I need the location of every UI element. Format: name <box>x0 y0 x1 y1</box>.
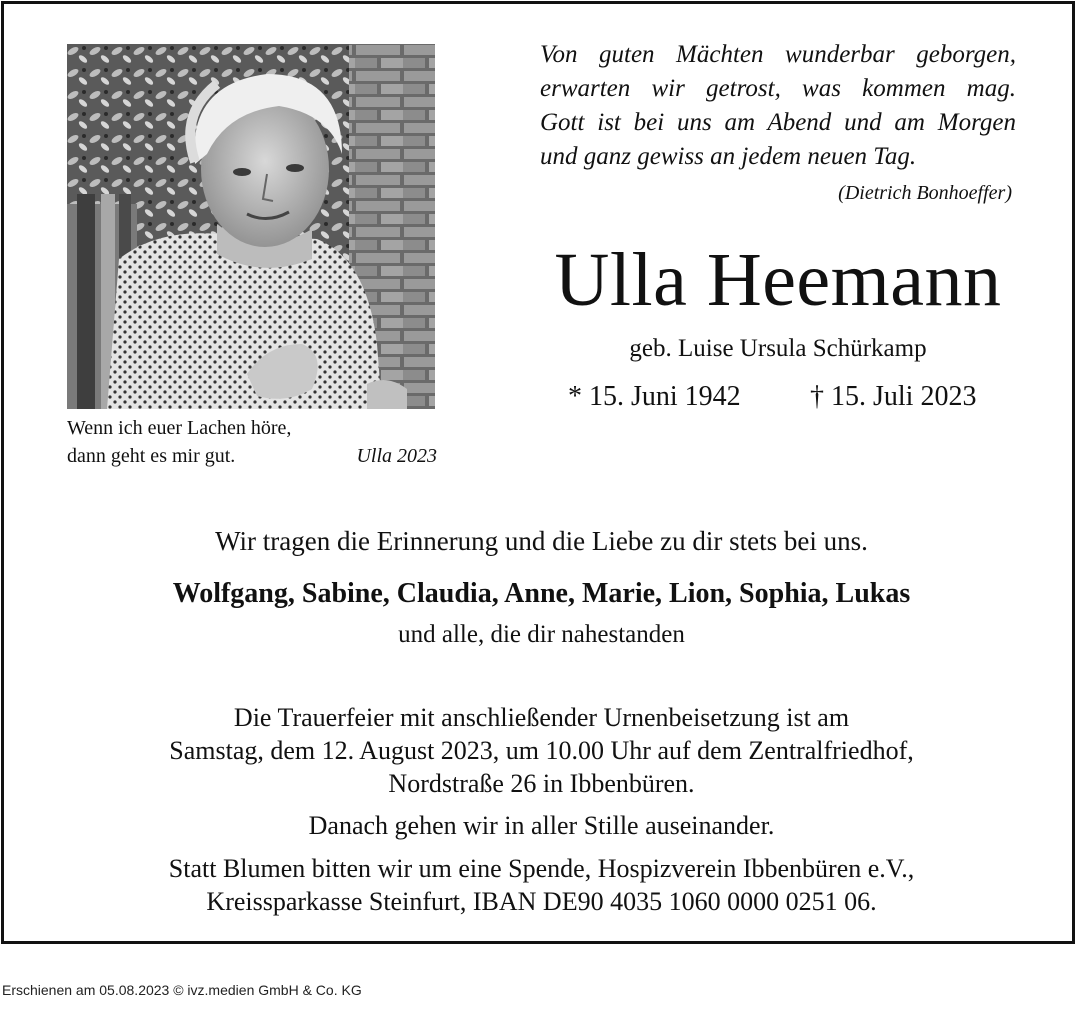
bonhoeffer-quote <box>540 38 1016 174</box>
obituary-card <box>1 1 1075 944</box>
quote-author: (Dietrich Bonhoeffer) <box>838 182 1012 204</box>
service-line: Nordstraße 26 in Ibbenbüren. <box>388 769 695 798</box>
photo-caption <box>67 414 437 470</box>
deceased-name: Ulla Heemann <box>554 238 1002 322</box>
death-date: † 15. Juli 2023 <box>810 381 977 412</box>
caption-line: Wenn ich euer Lachen höre, <box>67 417 292 439</box>
quote-line: und ganz gewiss an jedem neuen Tag. <box>540 143 917 170</box>
silence-line: Danach gehen wir in aller Stille auseinander. <box>308 811 775 840</box>
quote-line: erwarten wir getrost, was kommen mag. <box>540 75 1016 102</box>
family-names: Wolfgang, Sabine, Claudia, Anne, Marie, Lion, Sophia, Lukas <box>172 578 911 609</box>
service-line: Samstag, dem 12. August 2023, um 10.00 Uhr auf dem Zentralfriedhof, <box>169 736 914 765</box>
donation-line: Kreissparkasse Steinfurt, IBAN DE90 4035 1060 0000 0251 06. <box>206 887 877 916</box>
others-line: und alle, die dir nahestanden <box>398 621 685 648</box>
caption-signature: Ulla 2023 <box>356 445 437 467</box>
portrait-photo <box>67 44 435 409</box>
funeral-service-info <box>4 701 1075 800</box>
caption-line: dann geht es mir gut. <box>67 445 236 467</box>
quote-line: Gott ist bei uns am Abend und am Morgen <box>540 109 1016 136</box>
birth-name: geb. Luise Ursula Schürkamp <box>629 335 927 362</box>
memory-line: Wir tragen die Erinnerung und die Liebe zu dir stets bei uns. <box>215 526 868 556</box>
service-line: Die Trauerfeier mit anschließender Urnenbeisetzung ist am <box>233 703 850 732</box>
donation-info <box>4 852 1075 918</box>
quote-line: Von guten Mächten wunderbar geborgen, <box>540 41 1016 68</box>
donation-line: Statt Blumen bitten wir um eine Spende, Hospizverein Ibbenbüren e.V., <box>168 854 915 883</box>
birth-date: * 15. Juni 1942 <box>568 381 741 412</box>
publication-footer: Erschienen am 05.08.2023 © ivz.medien GmbH & Co. KG <box>2 982 362 998</box>
